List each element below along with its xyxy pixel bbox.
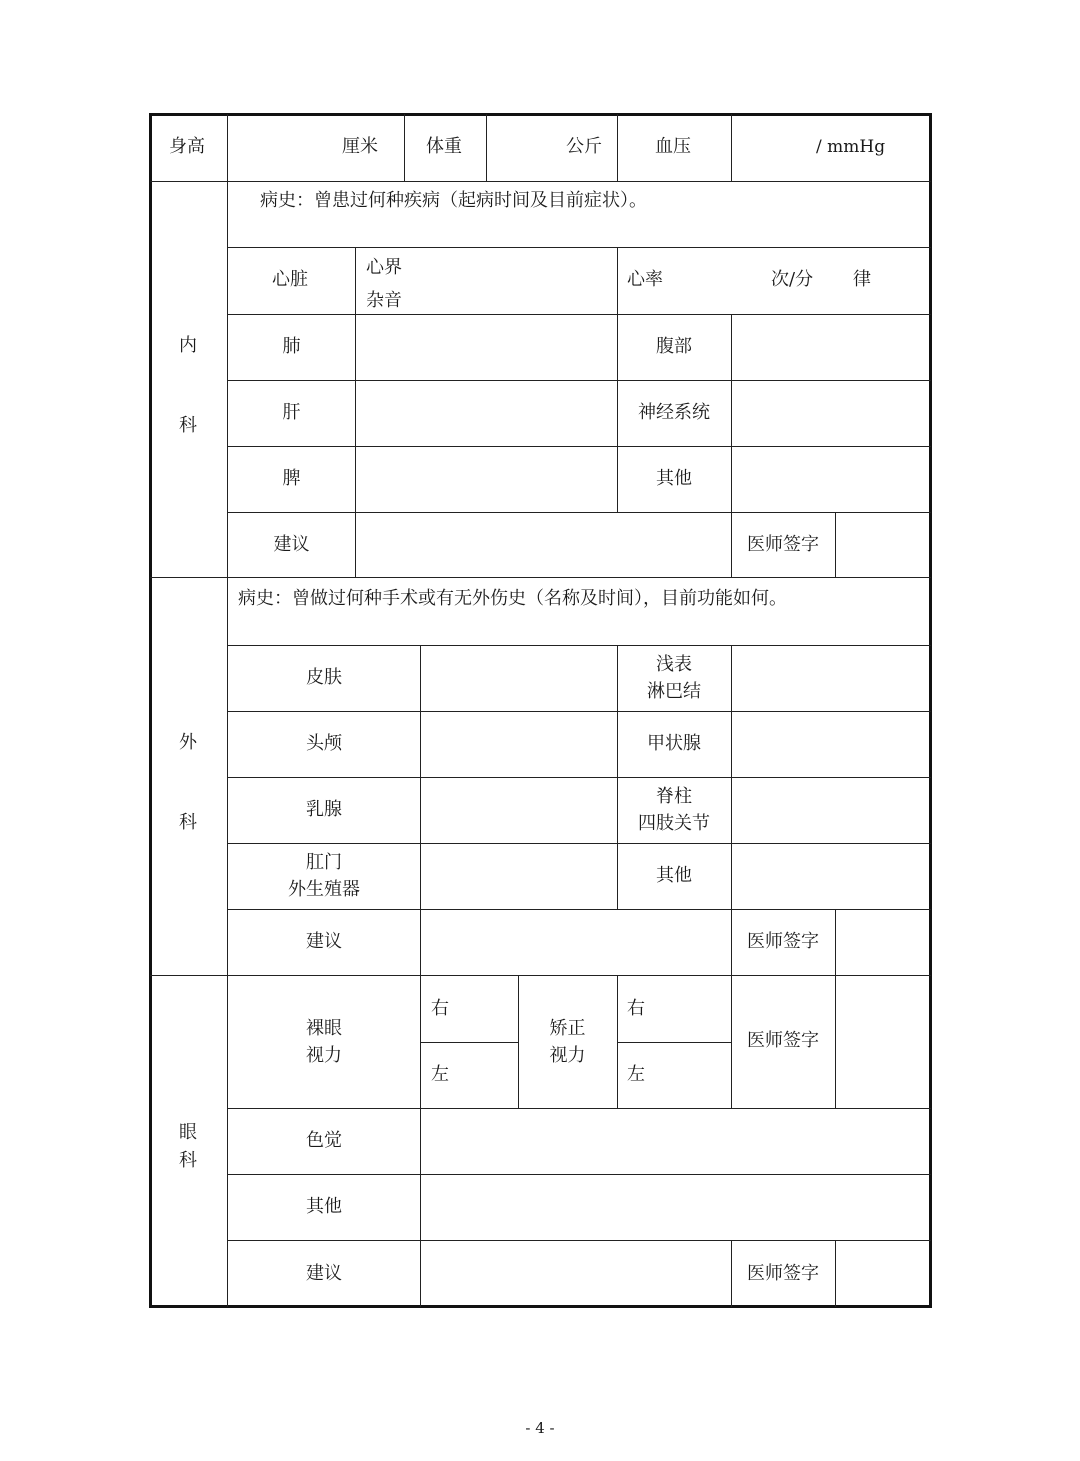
surgery-advice-label: 建议 xyxy=(306,931,342,952)
lymph-node-label xyxy=(617,651,731,705)
eye-vision-signature-label: 医师签字 xyxy=(747,1030,819,1051)
column-divider xyxy=(404,114,405,181)
color-vision-label: 色觉 xyxy=(306,1130,342,1151)
murmur-label: 杂音 xyxy=(366,290,402,311)
column-divider xyxy=(835,512,836,577)
row-divider xyxy=(617,1042,731,1043)
internal-section-label: 科 xyxy=(179,415,197,436)
column-divider xyxy=(617,975,618,1108)
surgery-history-prompt: 病史：曾做过何种手术或有无外伤史（名称及时间），目前功能如何。 xyxy=(238,588,787,609)
spleen-label: 脾 xyxy=(282,468,301,489)
surgery-section-label: 科 xyxy=(179,812,197,833)
column-divider xyxy=(731,114,732,181)
column-divider xyxy=(835,1240,836,1307)
abdomen-label: 腹部 xyxy=(656,336,692,357)
row-divider xyxy=(150,975,931,976)
spine-label-line1: 脊柱 xyxy=(656,786,692,807)
breast-label: 乳腺 xyxy=(306,799,342,820)
head-label: 头颅 xyxy=(306,733,342,754)
naked-right-label: 右 xyxy=(431,998,449,1019)
anus-label-line1: 肛门 xyxy=(306,852,342,873)
column-divider xyxy=(617,114,618,181)
row-divider xyxy=(228,645,931,646)
heart-border-label: 心界 xyxy=(366,257,402,278)
weight-label: 体重 xyxy=(426,136,462,157)
eye-other-label: 其他 xyxy=(306,1196,342,1217)
naked-eye-vision-label xyxy=(228,1015,420,1069)
heart-rate-label: 心率 xyxy=(627,269,663,290)
column-divider xyxy=(835,909,836,975)
corrected-vision-label xyxy=(518,1015,617,1069)
nervous-system-label: 神经系统 xyxy=(638,402,710,423)
height-label: 身高 xyxy=(169,136,205,157)
column-divider xyxy=(227,114,228,1307)
row-divider xyxy=(228,247,931,248)
corrected-left-label: 左 xyxy=(627,1064,645,1085)
heart-rate-unit: 次/分 xyxy=(771,269,814,290)
anus-genitals-label xyxy=(228,849,420,903)
naked-vision-line1: 裸眼 xyxy=(306,1018,342,1039)
liver-label: 肝 xyxy=(282,402,301,423)
row-divider xyxy=(228,314,931,315)
blood-pressure-unit: / mmHg xyxy=(816,137,886,157)
row-divider xyxy=(228,446,931,447)
spine-label-line2: 四肢关节 xyxy=(638,813,710,834)
rhythm-label: 律 xyxy=(853,269,871,290)
naked-left-label: 左 xyxy=(431,1064,449,1085)
row-divider xyxy=(228,777,931,778)
anus-label-line2: 外生殖器 xyxy=(288,879,360,900)
column-divider xyxy=(420,975,421,1307)
height-unit: 厘米 xyxy=(342,136,378,157)
internal-other-label: 其他 xyxy=(656,468,692,489)
column-divider xyxy=(355,247,356,577)
lymph-node-label-line2: 淋巴结 xyxy=(647,681,701,702)
row-divider xyxy=(228,909,931,910)
eye-section-label: 科 xyxy=(179,1150,197,1171)
internal-section-label: 内 xyxy=(179,335,197,356)
internal-signature-label: 医师签字 xyxy=(747,534,819,555)
row-divider xyxy=(228,1174,931,1175)
naked-vision-line2: 视力 xyxy=(306,1045,342,1066)
row-divider xyxy=(228,711,931,712)
surgery-section-label: 外 xyxy=(179,732,197,753)
row-divider xyxy=(228,1240,931,1241)
column-divider xyxy=(486,114,487,181)
column-divider xyxy=(835,975,836,1108)
eye-section-label: 眼 xyxy=(179,1122,197,1143)
spine-limbs-label xyxy=(617,783,731,837)
corrected-vision-line1: 矫正 xyxy=(549,1018,586,1039)
row-divider xyxy=(421,1042,518,1043)
surgery-other-label: 其他 xyxy=(656,865,692,886)
column-divider xyxy=(420,645,421,975)
row-divider xyxy=(228,380,931,381)
row-divider xyxy=(228,512,931,513)
heart-label: 心脏 xyxy=(272,269,308,290)
eye-advice-label: 建议 xyxy=(306,1263,342,1284)
surgery-signature-label: 医师签字 xyxy=(747,931,819,952)
lymph-node-label-line1: 浅表 xyxy=(656,654,692,675)
skin-label: 皮肤 xyxy=(306,667,342,688)
lung-label: 肺 xyxy=(282,336,301,357)
row-divider xyxy=(228,1108,931,1109)
row-divider xyxy=(150,181,931,182)
row-divider xyxy=(228,843,931,844)
row-divider xyxy=(150,577,931,578)
weight-unit: 公斤 xyxy=(566,136,602,157)
internal-advice-label: 建议 xyxy=(273,534,310,555)
corrected-right-label: 右 xyxy=(627,998,645,1019)
thyroid-label: 甲状腺 xyxy=(647,733,701,754)
page-number: - 4 - xyxy=(525,1419,555,1437)
internal-history-prompt: 病史：曾患过何种疾病（起病时间及目前症状）。 xyxy=(260,190,647,211)
corrected-vision-line2: 视力 xyxy=(549,1045,586,1066)
column-divider xyxy=(731,645,732,975)
blood-pressure-label: 血压 xyxy=(655,136,691,157)
eye-signature-label: 医师签字 xyxy=(747,1263,819,1284)
